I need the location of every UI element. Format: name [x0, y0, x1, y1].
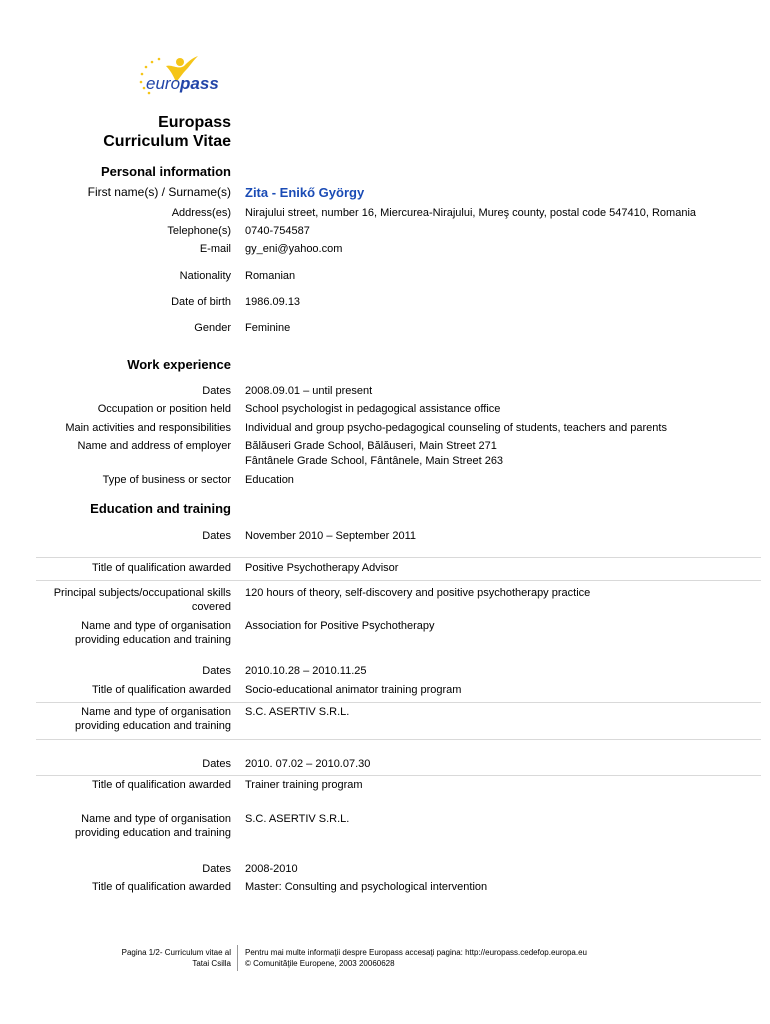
edu1-subjects-value: 120 hours of theory, self-discovery and positive psychotherapy practice: [245, 587, 591, 599]
nationality-label: Nationality: [179, 270, 231, 282]
address-label: Address(es): [171, 207, 231, 219]
cv-title-line2: Curriculum Vitae: [103, 133, 231, 150]
edu1-dates-value: November 2010 – September 2011: [245, 530, 417, 542]
europass-logo: [132, 52, 232, 104]
nationality-value: Romanian: [245, 270, 296, 282]
edu1-title-value: Positive Psychotherapy Advisor: [245, 562, 399, 574]
section-work-experience: Work experience: [127, 357, 231, 372]
edu2-org-value: S.C. ASERTIV S.R.L.: [245, 706, 350, 718]
logo-text-euro: euro: [146, 74, 181, 93]
footer-page-info: [0, 947, 231, 969]
footer-right-line2: © Comunităţile Europene, 2003 20060628: [245, 959, 395, 968]
name-label: First name(s) / Surname(s): [87, 185, 231, 199]
edu4-dates-label: Dates: [202, 863, 231, 875]
email-label: E-mail: [199, 243, 231, 255]
edu1-org-label-1: Name and type of organisation: [81, 620, 231, 632]
edu3-title-value: Trainer training program: [245, 779, 363, 791]
section-personal-information: Personal information: [100, 164, 231, 179]
footer-right-line1: Pentru mai multe informaţii despre Europass accesaţi pagina: http://europass.cedefop.europa.eu: [245, 948, 587, 957]
edu1-org-label-2: providing education and training: [75, 634, 231, 646]
edu3-dates-label: Dates: [202, 758, 231, 770]
occupation-value: School psychologist in pedagogical assistance office: [245, 403, 501, 415]
edu2-title-label: Title of qualification awarded: [91, 684, 231, 696]
edu1-subjects-label-2: covered: [191, 601, 231, 613]
footer-left-line1: Pagina 1/2- Curriculum vitae al: [121, 948, 231, 957]
employer-line2: Fântânele Grade School, Fântânele, Main Street 263: [245, 455, 504, 467]
dob-label: Date of birth: [171, 296, 231, 308]
edu1-title-label: Title of qualification awarded: [91, 562, 231, 574]
activities-value: Individual and group psycho-pedagogical counseling of students, teachers and parents: [245, 422, 667, 434]
edu2-org-label-1: Name and type of organisation: [81, 706, 231, 718]
cv-title-line1: Europass: [158, 114, 231, 131]
edu3-title-label: Title of qualification awarded: [91, 779, 231, 791]
telephone-value: 0740-754587: [245, 225, 310, 237]
edu4-title-value: Master: Consulting and psychological intervention: [245, 881, 488, 893]
work-dates-value: 2008.09.01 – until present: [245, 385, 373, 397]
gender-label: Gender: [194, 322, 231, 334]
applicant-name: Zita - Enikő György: [245, 185, 365, 200]
edu4-dates-value: 2008-2010: [245, 863, 298, 875]
footer-left-line2: Tatai Csilla: [192, 959, 231, 968]
gender-value: Feminine: [245, 322, 291, 334]
edu2-org-label-2: providing education and training: [75, 720, 231, 732]
edu3-org-label-2: providing education and training: [75, 827, 231, 839]
footer-europass-info: [245, 947, 755, 969]
edu1-org-value: Association for Positive Psychotherapy: [245, 620, 435, 632]
edu3-dates-value: 2010. 07.02 – 2010.07.30: [245, 758, 371, 770]
dob-value: 1986.09.13: [245, 296, 301, 308]
divider: [36, 557, 761, 558]
address-value: Nirajului street, number 16, Miercurea-Nirajului, Mureş county, postal code 547410, Romania: [245, 207, 697, 219]
divider: [36, 580, 761, 581]
employer-label: Name and address of employer: [77, 440, 231, 452]
telephone-label: Telephone(s): [167, 225, 231, 237]
divider: [36, 739, 761, 740]
business-label: Type of business or sector: [102, 474, 231, 486]
edu1-dates-label: Dates: [202, 530, 231, 542]
section-education-training: Education and training: [90, 501, 231, 516]
divider: [36, 775, 761, 776]
logo-text-pass: pass: [180, 74, 219, 93]
footer-separator: [237, 945, 238, 971]
occupation-label: Occupation or position held: [97, 403, 231, 415]
edu2-dates-label: Dates: [202, 665, 231, 677]
work-dates-label: Dates: [202, 385, 231, 397]
divider: [36, 702, 761, 703]
business-value: Education: [245, 474, 294, 486]
edu1-subjects-label-1: Principal subjects/occupational skills: [53, 587, 231, 599]
edu2-dates-value: 2010.10.28 – 2010.11.25: [245, 665, 367, 677]
edu3-org-value: S.C. ASERTIV S.R.L.: [245, 813, 350, 825]
email-value: gy_eni@yahoo.com: [245, 243, 343, 255]
employer-line1: Bălăuseri Grade School, Bălăuseri, Main Street 271: [245, 440, 497, 452]
edu3-org-label-1: Name and type of organisation: [81, 813, 231, 825]
activities-label: Main activities and responsibilities: [65, 422, 231, 434]
edu2-title-value: Socio-educational animator training program: [245, 684, 462, 696]
edu4-title-label: Title of qualification awarded: [91, 881, 231, 893]
